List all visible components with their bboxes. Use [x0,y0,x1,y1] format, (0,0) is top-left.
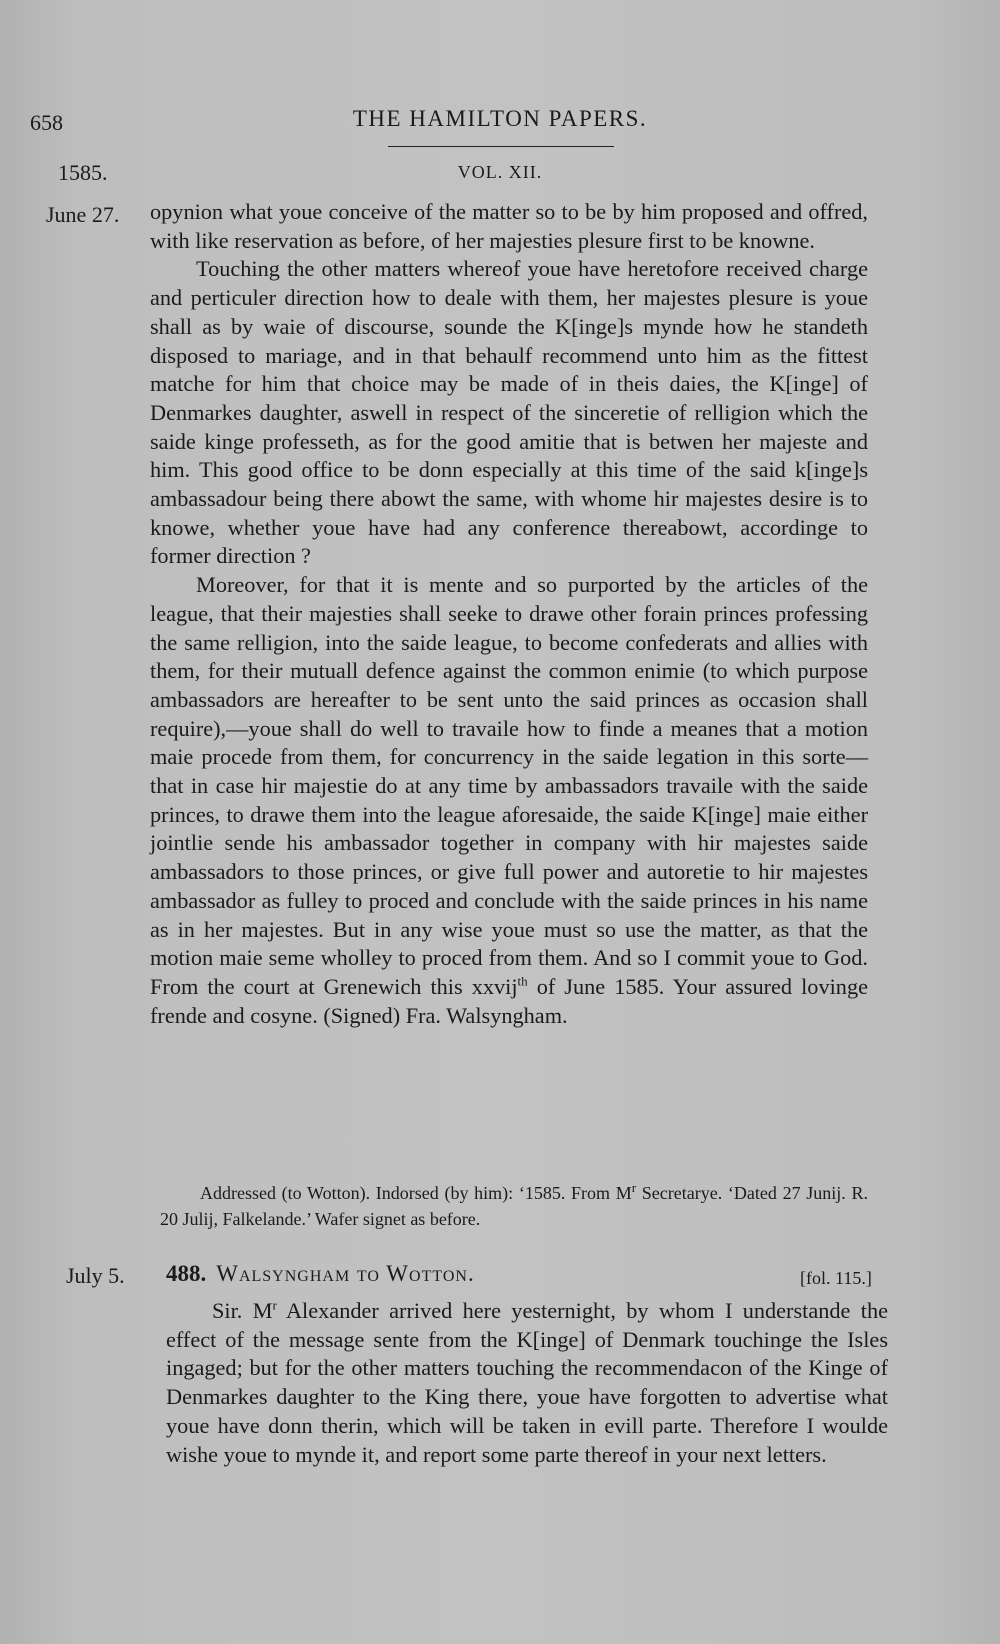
page-number: 658 [30,110,63,135]
letter-488-paragraph [166,1297,888,1469]
margin-date-june-27: June 27. [46,202,120,227]
paragraph-3-text: Moreover, for that it is mente and so purported by the articles of the league, that their majesties shall seeke to drawe other forain princes professing the same relligion, into the saide league, to become confederats and allies with them, for their mutuall defence against the common enimie (to which purpose ambassadors are hereafter to be sent unto the said princes as occasion shall require),—youe shall do well to travaile how to finde a meanes that a motion maie procede from them, for concurrency in the saide legation in this sorte—that in case hir majestie do at any time by ambassadors travaile with the saide princes, to drawe them into the league aforesaide, the saide K[inge] maie either jointlie sende his ambassador together in company with hir majestes saide ambassadors to those princes, or give full power and autoretie to hir majestes ambassador as fulley to proced and conclude with the saide princes in his name as in her majestes. But in any wise youe must so use the matter, as that the motion maie seme wholley to proced from them. And so I commit youe to God. From the court at Grenewich this xxvij [150,572,868,999]
running-title: THE HAMILTON PAPERS. [352,106,648,131]
entry-number: 488. [166,1261,207,1286]
letter-488-text: Alexander arrived here yesternight, by whom I understande the effect of the message sente from the K[inge] of Denmark touchinge the Isles ingaged; but for the other matters touching the recommendacon of the Kinge of Denmarkes daughter to the King there, youe have forgotten to advertise what youe have donn therin, which will be taken in evill parte. Therefore I woulde wishe youe to mynde it, and report some parte thereof in your next letters. [166,1298,888,1467]
letter-488-salutation: Sir. M [212,1298,273,1323]
folio-reference: [fol. 115.] [800,1268,872,1288]
margin-date-july-5: July 5. [66,1263,125,1288]
entry-title: Walsyngham to Wotton. [216,1261,475,1286]
superscript-r-488: r [272,1297,277,1313]
note-text: Addressed (to Wotton). Indorsed (by him): ‘1585. From M [200,1183,632,1203]
letter-488-body [166,1297,888,1469]
paragraph-3-closing: of June 1585. Your assured lovinge frende and cosyne. (Signed) Fra. Walsyngham. [150,973,868,1028]
paragraph-1: opynion what youe conceive of the matter so to be by him proposed and offred, with like reservation as before, of her majesties plesure first to be knowne. [150,199,868,253]
letter-body [150,198,868,1030]
volume-label: VOL. XII. [457,162,543,182]
note-text-rest: Secretarye. ‘Dated 27 Junij. R. 20 Julij, Falkelande.’ Wafer signet as before. [160,1183,868,1229]
header-rule [388,146,614,147]
year-label: 1585. [58,160,108,185]
entry-heading [166,1261,475,1287]
paragraph-2: Touching the other matters whereof youe have heretofore received charge and perticuler direction how to deale with them, her majestes plesure is youe shall as by waie of discourse, sounde the K[inge]s mynde how he standeth disposed to mariage, and in that behaulf recommend unto him as the fittest matche for him that choice may be made of in theis daies, the K[inge] of Denmarkes daughter, aswell in respect of the sinceretie of relligion which the saide kinge professeth, as for the good amitie that is betwen her majeste and him. This good office to be donn especially at this time of the said k[inge]s ambassadour being there abowt the same, with whome hir majestes desire is to knowe, whether youe have had any conference thereabowt, accordinge to former direction ? [150,256,868,569]
paragraph-3 [150,571,868,1030]
endorsement-note [160,1180,868,1232]
superscript-th: th [517,973,528,989]
superscript-r: r [631,1180,637,1195]
